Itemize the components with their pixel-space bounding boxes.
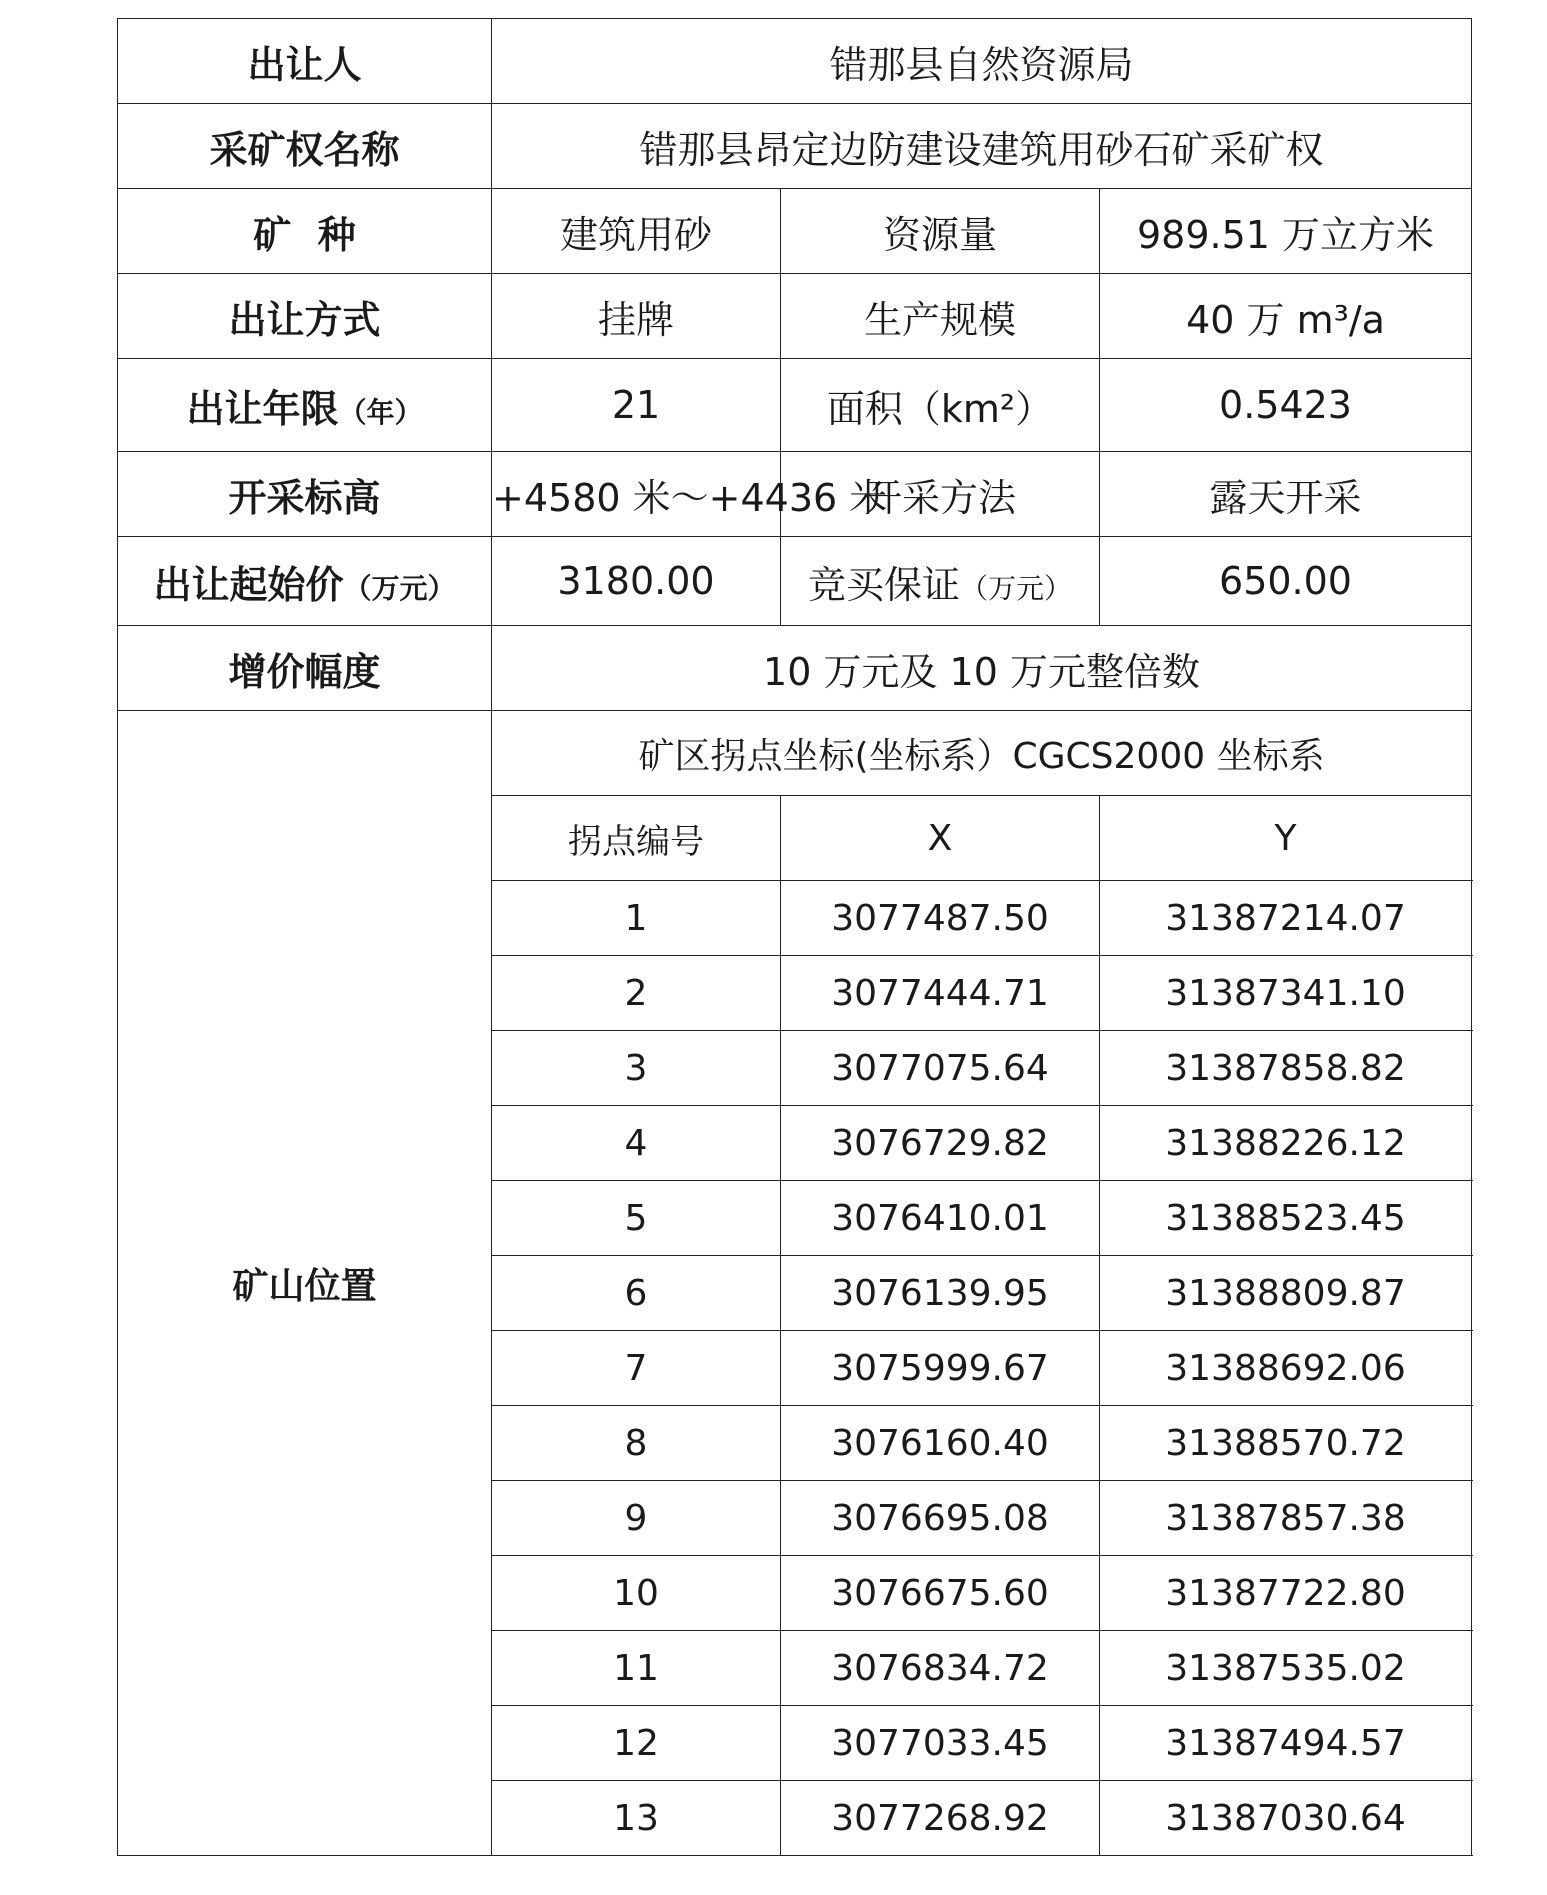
method-value: 挂牌: [492, 274, 781, 359]
point-y: 31388809.87: [1100, 1256, 1472, 1331]
right-name-row: [118, 104, 1472, 189]
increment-label: 增价幅度: [118, 626, 492, 711]
point-x: 3077487.50: [781, 881, 1100, 956]
resource-value: 989.51 万立方米: [1100, 189, 1472, 274]
area-value: 0.5423: [1100, 359, 1472, 452]
point-id: 10: [492, 1556, 781, 1631]
point-id: 3: [492, 1031, 781, 1106]
point-id: 2: [492, 956, 781, 1031]
point-x: 3076695.08: [781, 1481, 1100, 1556]
point-x: 3076139.95: [781, 1256, 1100, 1331]
location-label: 矿山位置: [118, 711, 492, 1856]
point-x: 3077444.71: [781, 956, 1100, 1031]
point-x: 3076160.40: [781, 1406, 1100, 1481]
price-label-cell: [118, 537, 492, 626]
point-y: 31387214.07: [1100, 881, 1472, 956]
point-x: 3076834.72: [781, 1631, 1100, 1706]
coord-header-x: X: [781, 796, 1100, 881]
mineral-label: 矿 种: [118, 189, 492, 274]
point-y: 31387857.38: [1100, 1481, 1472, 1556]
point-id: 13: [492, 1781, 781, 1856]
point-id: 9: [492, 1481, 781, 1556]
price-unit: （万元）: [343, 571, 456, 605]
point-y: 31388570.72: [1100, 1406, 1472, 1481]
point-id: 8: [492, 1406, 781, 1481]
point-id: 11: [492, 1631, 781, 1706]
area-label: 面积（km²）: [781, 359, 1100, 452]
method-label: 出让方式: [118, 274, 492, 359]
method-row: [118, 274, 1472, 359]
coord-title: 矿区拐点坐标(坐标系）CGCS2000 坐标系: [492, 711, 1472, 796]
mining-method-label: 开采方法: [781, 452, 1100, 537]
point-y: 31387030.64: [1100, 1781, 1472, 1856]
grantor-value: 错那县自然资源局: [492, 19, 1472, 104]
mineral-value: 建筑用砂: [492, 189, 781, 274]
grantor-row: [118, 19, 1472, 104]
elevation-label: 开采标高: [118, 452, 492, 537]
deposit-label: 竞买保证: [807, 562, 960, 607]
point-id: 6: [492, 1256, 781, 1331]
right-name-value: 错那县昂定边防建设建筑用砂石矿采矿权: [492, 104, 1472, 189]
mining-method-value: 露天开采: [1100, 452, 1472, 537]
term-unit: （年）: [338, 395, 423, 429]
point-y: 31388523.45: [1100, 1181, 1472, 1256]
point-x: 3077033.45: [781, 1706, 1100, 1781]
scale-value: 40 万 m³/a: [1100, 274, 1472, 359]
term-label: 出让年限: [186, 386, 339, 431]
deposit-unit: （万元）: [960, 571, 1073, 605]
point-x: 3076675.60: [781, 1556, 1100, 1631]
point-id: 4: [492, 1106, 781, 1181]
price-value: 3180.00: [492, 537, 781, 626]
term-value: 21: [492, 359, 781, 452]
point-id: 5: [492, 1181, 781, 1256]
point-id: 7: [492, 1331, 781, 1406]
coord-header-id: 拐点编号: [492, 796, 781, 881]
point-y: 31388692.06: [1100, 1331, 1472, 1406]
point-x: 3076729.82: [781, 1106, 1100, 1181]
coord-header-y: Y: [1100, 796, 1472, 881]
point-y: 31387858.82: [1100, 1031, 1472, 1106]
point-id: 12: [492, 1706, 781, 1781]
mining-right-table: [117, 18, 1472, 1856]
scale-label: 生产规模: [781, 274, 1100, 359]
point-x: 3077268.92: [781, 1781, 1100, 1856]
grantor-label: 出让人: [118, 19, 492, 104]
point-y: 31387722.80: [1100, 1556, 1472, 1631]
deposit-value: 650.00: [1100, 537, 1472, 626]
elevation-row: [118, 452, 1472, 537]
point-y: 31387535.02: [1100, 1631, 1472, 1706]
coord-title-row: [118, 711, 1472, 796]
mineral-row: [118, 189, 1472, 274]
term-label-cell: [118, 359, 492, 452]
elevation-value: +4580 米～+4436 米: [492, 452, 781, 537]
increment-row: [118, 626, 1472, 711]
deposit-label-cell: [781, 537, 1100, 626]
point-y: 31388226.12: [1100, 1106, 1472, 1181]
point-y: 31387341.10: [1100, 956, 1472, 1031]
right-name-label: 采矿权名称: [118, 104, 492, 189]
resource-label: 资源量: [781, 189, 1100, 274]
point-y: 31387494.57: [1100, 1706, 1472, 1781]
point-x: 3076410.01: [781, 1181, 1100, 1256]
point-x: 3077075.64: [781, 1031, 1100, 1106]
point-x: 3075999.67: [781, 1331, 1100, 1406]
increment-value: 10 万元及 10 万元整倍数: [492, 626, 1472, 711]
point-id: 1: [492, 881, 781, 956]
term-row: [118, 359, 1472, 452]
price-label: 出让起始价: [153, 562, 344, 607]
price-row: [118, 537, 1472, 626]
